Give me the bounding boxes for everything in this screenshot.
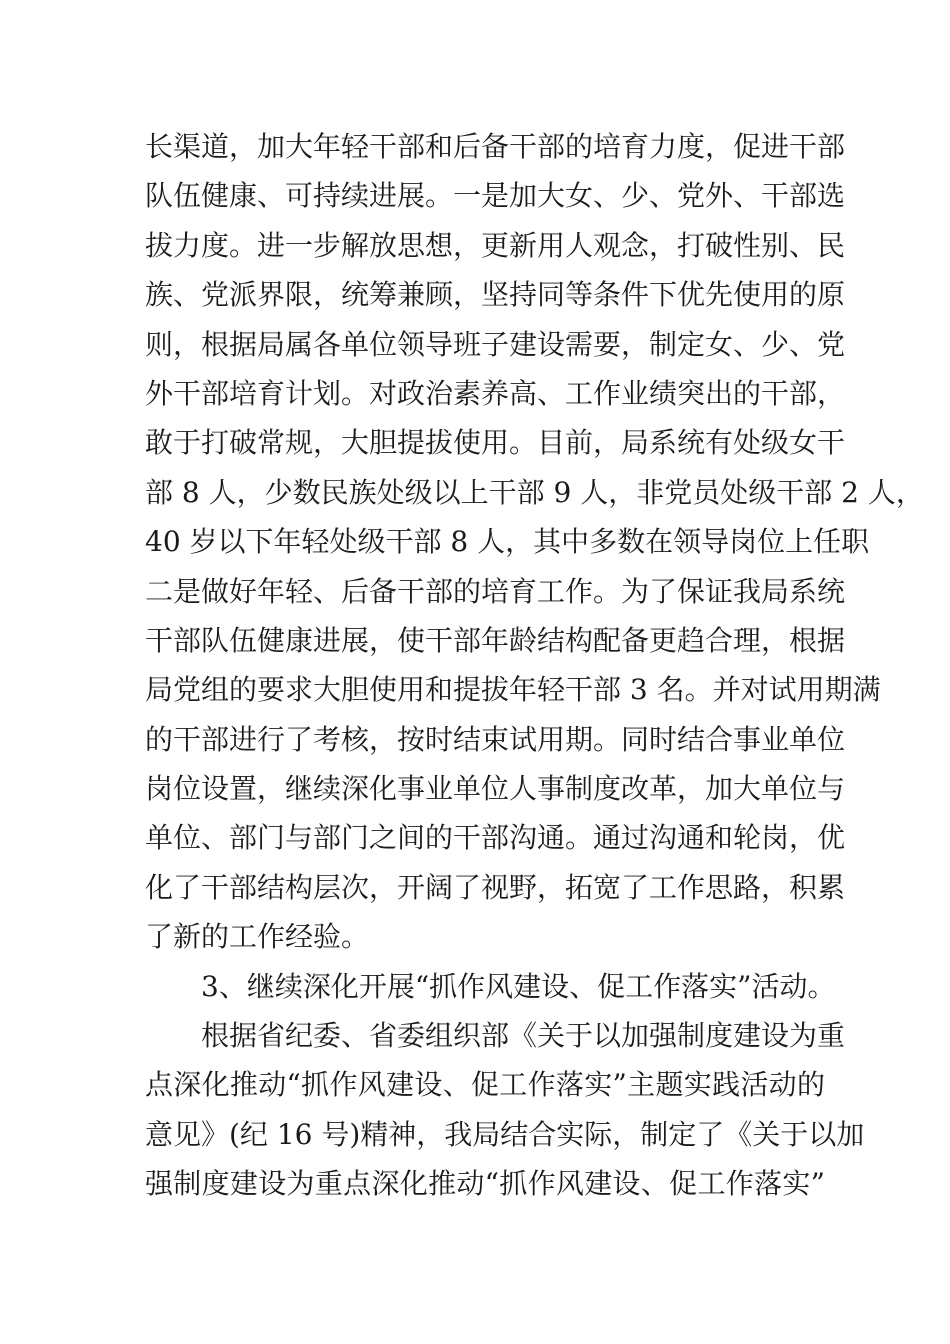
text-line: 单位、部门与部门之间的干部沟通。通过沟通和轮岗，优 bbox=[145, 821, 846, 855]
text-line: 部 8 人，少数民族处级以上干部 9 人，非党员处级干部 2 人， bbox=[145, 475, 924, 509]
text-line: 根据省纪委、省委组织部《关于以加强制度建设为重 bbox=[201, 1019, 846, 1053]
body-text bbox=[145, 122, 924, 1209]
section-heading: 3、继续深化开展“抓作风建设、促工作落实”活动。 bbox=[201, 969, 836, 1003]
text-line: 队伍健康、可持续进展。一是加大女、少、党外、干部选 bbox=[145, 179, 846, 213]
text-line: 敢于打破常规，大胆提拔使用。目前，局系统有处级女干 bbox=[145, 426, 846, 460]
text-line: 二是做好年轻、后备干部的培育工作。为了保证我局系统 bbox=[145, 574, 846, 608]
text-line: 意见》(纪 16 号)精神，我局结合实际，制定了《关于以加 bbox=[145, 1117, 865, 1151]
text-line: 局党组的要求大胆使用和提拔年轻干部 3 名。并对试用期满 bbox=[145, 673, 881, 707]
text-line: 了新的工作经验。 bbox=[145, 920, 370, 954]
text-line: 族、党派界限，统筹兼顾，坚持同等条件下优先使用的原 bbox=[145, 278, 846, 312]
text-line: 则，根据局属各单位领导班子建设需要，制定女、少、党 bbox=[145, 327, 846, 361]
text-line: 40 岁以下年轻处级干部 8 人，其中多数在领导岗位上任职 bbox=[145, 525, 870, 559]
text-line: 的干部进行了考核，按时结束试用期。同时结合事业单位 bbox=[145, 722, 846, 756]
text-line: 外干部培育计划。对政治素养高、工作业绩突出的干部， bbox=[145, 376, 846, 410]
text-line: 拔力度。进一步解放思想，更新用人观念，打破性别、民 bbox=[145, 228, 846, 262]
text-line: 点深化推动“抓作风建设、促工作落实”主题实践活动的 bbox=[145, 1068, 825, 1102]
text-line: 干部队伍健康进展，使干部年龄结构配备更趋合理，根据 bbox=[145, 623, 846, 657]
text-line: 化了干部结构层次，开阔了视野，拓宽了工作思路，积累 bbox=[145, 870, 846, 904]
text-line: 长渠道，加大年轻干部和后备干部的培育力度，促进干部 bbox=[145, 130, 846, 163]
text-line: 强制度建设为重点深化推动“抓作风建设、促工作落实” bbox=[145, 1167, 825, 1201]
text-line: 岗位设置，继续深化事业单位人事制度改革，加大单位与 bbox=[145, 772, 846, 806]
